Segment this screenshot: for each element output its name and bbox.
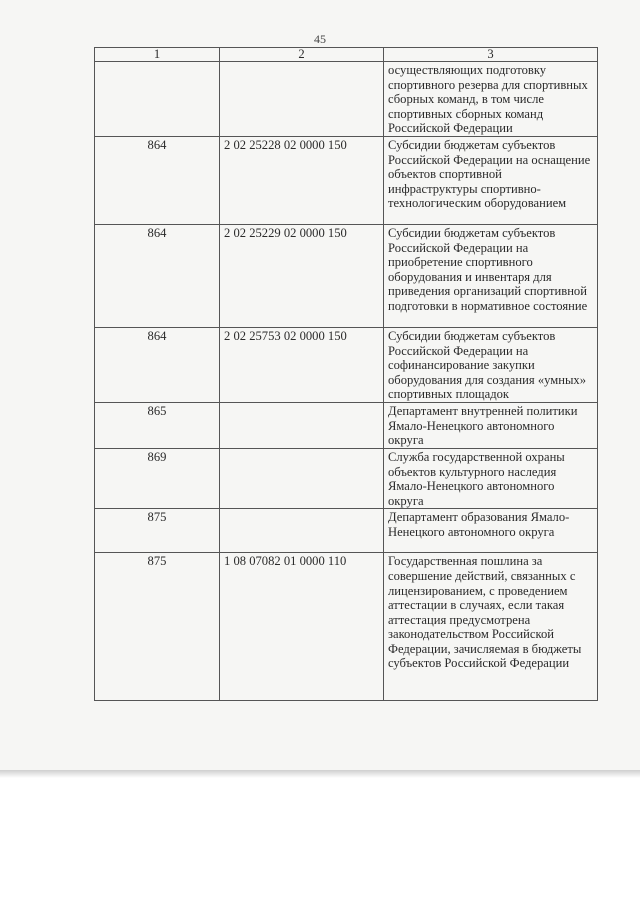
revenue-code-cell — [220, 448, 384, 508]
table-row — [95, 136, 598, 224]
table-row — [95, 224, 598, 327]
description-cell: Служба государственной охраны объектов культурного наследия Ямало-Ненецкого автономного округа — [384, 448, 598, 508]
description-cell: Государственная пошлина за совершение действий, связанных с лицензированием, с проведением аттестации в случаях, если такая аттестация предусмотрена законодательством Российской Федерации, зачисляемая в бюджеты субъектов Российской Федерации — [384, 553, 598, 701]
column-header-1: 1 — [95, 48, 220, 62]
table-row — [95, 402, 598, 448]
admin-code-cell: 875 — [95, 509, 220, 553]
table-row — [95, 509, 598, 553]
revenue-code-cell — [220, 62, 384, 137]
revenue-code-cell: 1 08 07082 01 0000 110 — [220, 553, 384, 701]
description-cell: Департамент образования Ямало-Ненецкого автономного округа — [384, 509, 598, 553]
admin-code-cell: 864 — [95, 136, 220, 224]
page-number: 45 — [314, 32, 326, 46]
description-cell: Субсидии бюджетам субъектов Российской Федерации на оснащение объектов спортивной инфраструктуры спортивно-технологическим оборудованием — [384, 136, 598, 224]
table-row — [95, 553, 598, 701]
description-cell: осуществляющих подготовку спортивного резерва для спортивных сборных команд, в том числе спортивных сборных команд Российской Федерации — [384, 62, 598, 137]
admin-code-cell: 875 — [95, 553, 220, 701]
table-row — [95, 448, 598, 508]
revenue-code-cell: 2 02 25229 02 0000 150 — [220, 224, 384, 327]
admin-code-cell: 869 — [95, 448, 220, 508]
column-header-3: 3 — [384, 48, 598, 62]
column-header-2: 2 — [220, 48, 384, 62]
admin-code-cell: 864 — [95, 327, 220, 402]
admin-code-cell: 864 — [95, 224, 220, 327]
page-bottom-edge — [0, 770, 640, 778]
description-cell: Субсидии бюджетам субъектов Российской Федерации на приобретение спортивного оборудования и инвентаря для приведения организаций спортивной подготовки в нормативное состояние — [384, 224, 598, 327]
revenue-code-cell — [220, 509, 384, 553]
admin-code-cell: 865 — [95, 402, 220, 448]
revenue-code-cell — [220, 402, 384, 448]
description-cell: Департамент внутренней политики Ямало-Ненецкого автономного округа — [384, 402, 598, 448]
data-table — [94, 47, 598, 701]
revenue-code-cell: 2 02 25753 02 0000 150 — [220, 327, 384, 402]
admin-code-cell — [95, 62, 220, 137]
revenue-code-cell: 2 02 25228 02 0000 150 — [220, 136, 384, 224]
description-cell: Субсидии бюджетам субъектов Российской Федерации на софинансирование закупки оборудования для создания «умных» спортивных площадок — [384, 327, 598, 402]
table-row — [95, 62, 598, 137]
table-header-row — [95, 48, 598, 62]
table-row — [95, 327, 598, 402]
